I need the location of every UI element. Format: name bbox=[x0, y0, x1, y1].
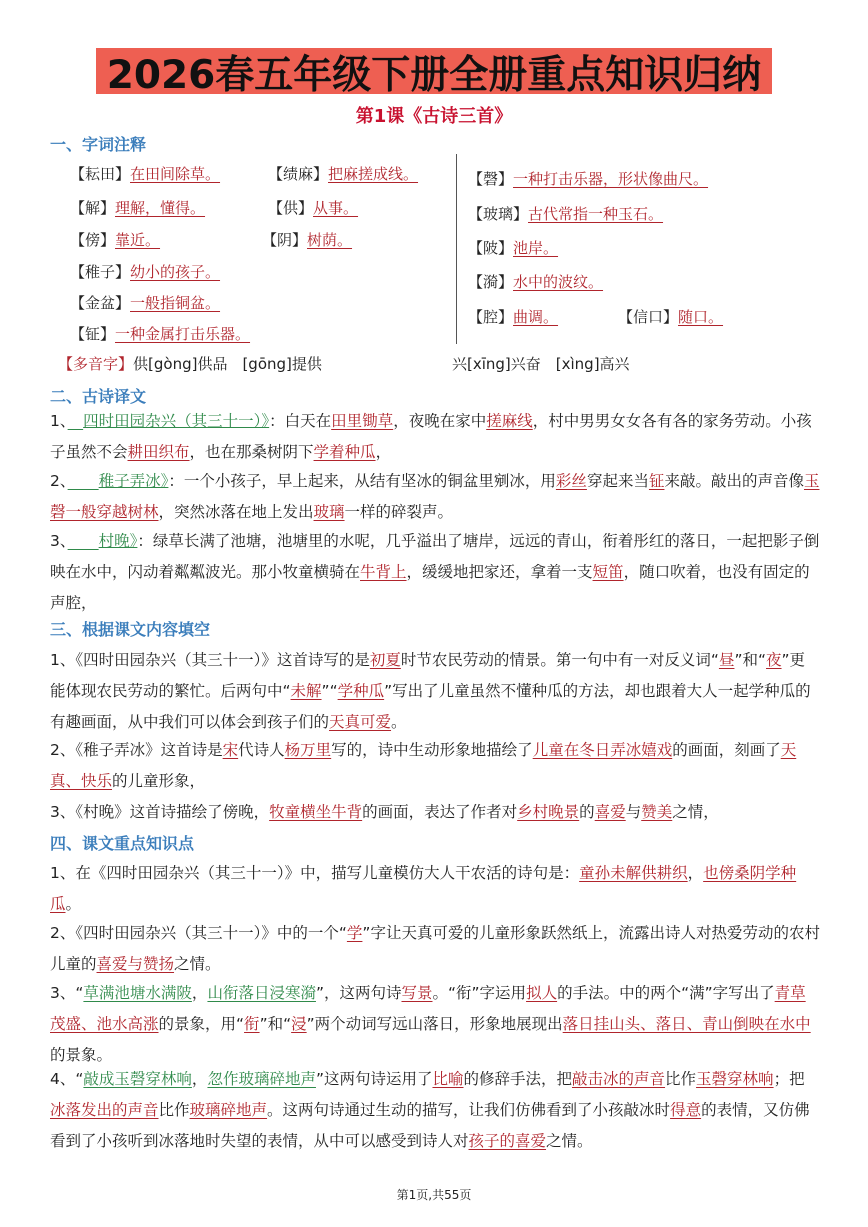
fill-item: 3、《村晚》这首诗描绘了傍晚，牧童横坐牛背的画面，表达了作者对乡村晚景的喜爱与赞美之情， bbox=[50, 803, 719, 821]
vocab-item: 【信口】随口。 bbox=[618, 308, 724, 326]
vocab-item: 【金盆】一般指铜盆。 bbox=[70, 294, 221, 312]
section-heading-fill: 三、根据课文内容填空 bbox=[50, 620, 211, 639]
section-heading-translation: 二、古诗译文 bbox=[50, 387, 147, 406]
vocab-item: 【陂】池岸。 bbox=[468, 239, 559, 257]
vocab-item: 【供】从事。 bbox=[268, 199, 359, 217]
vocab-item: 【稚子】幼小的孩子。 bbox=[70, 263, 221, 281]
key-point-item: 3、“草满池塘水满陂，山衔落日浸寒漪”，这两句诗写景。“衔”字运用拟人的手法。中的两个“满”字写出了青草茂盛、池水高涨的景象，用“衔”和“浸”两个动词写远山落日，形象地展现出落日挂山头、落日、青山倒映在水中的景象。 bbox=[50, 984, 811, 1064]
vocab-item: 【解】理解，懂得。 bbox=[70, 199, 206, 217]
vocab-item: 【阴】树荫。 bbox=[262, 231, 353, 249]
translation-item: 3、 村晚》：绿草长满了池塘，池塘里的水呢，几乎溢出了塘岸，远远的青山，衔着彤红的落日，一起把影子倒映在水中，闪动着粼粼波光。那小牧童横骑在牛背上，缓缓地把家还，拿着一支短笛，随口吹着，也没有固定的声腔， bbox=[50, 532, 820, 612]
section-heading-vocab: 一、字词注释 bbox=[50, 135, 147, 154]
key-point-item: 2、《四时田园杂兴（其三十一）》中的一个“学”字让天真可爱的儿童形象跃然纸上，流露出诗人对热爱劳动的农村儿童的喜爱与赞扬之情。 bbox=[50, 924, 820, 973]
vocab-item: 【钲】一种金属打击乐器。 bbox=[70, 325, 251, 343]
section-heading-key-points: 四、课文重点知识点 bbox=[50, 834, 195, 853]
key-point-item: 1、在《四时田园杂兴（其三十一）》中，描写儿童模仿大人干农活的诗句是：童孙未解供耕织，也傍桑阴学种瓜。 bbox=[50, 864, 797, 913]
fill-item: 1、《四时田园杂兴（其三十一）》这首诗写的是初夏时节农民劳动的情景。第一句中有一对反义词“昼”和“夜”更能体现农民劳动的繁忙。后两句中“未解”“学种瓜”写出了儿童虽然不懂种瓜的方法，却也跟着大人一起学种瓜的有趣画面，从中我们可以体会到孩子们的天真可爱。 bbox=[50, 651, 811, 731]
vocab-item: 【耘田】在田间除草。 bbox=[70, 165, 221, 183]
vocab-item: 【玻璃】古代常指一种玉石。 bbox=[468, 205, 664, 223]
vocab-item: 【腔】曲调。 bbox=[468, 308, 559, 326]
fill-item: 2、《稚子弄冰》这首诗是宋代诗人杨万里写的，诗中生动形象地描绘了儿童在冬日弄冰嬉戏的画面，刻画了天真、快乐的儿童形象， bbox=[50, 741, 797, 790]
key-point-item: 4、“敲成玉磬穿林响，忽作玻璃碎地声”这两句诗运用了比喻的修辞手法，把敲击冰的声音比作玉磬穿林响；把冰落发出的声音比作玻璃碎地声。这两句诗通过生动的描写，让我们仿佛看到了小孩敲冰时得意的表情，又仿佛看到了小孩听到冰落地时失望的表情，从中可以感受到诗人对孩子的喜爱之情。 bbox=[50, 1070, 810, 1150]
page-title: 2026春五年级下册全册重点知识归纳 bbox=[106, 53, 762, 98]
lesson-title: 第1课《古诗三首》 bbox=[355, 106, 513, 127]
page-footer: 第1页,共55页 bbox=[396, 1188, 472, 1202]
vocab-item: 【绩麻】把麻搓成线。 bbox=[268, 165, 419, 183]
polyphone-row-2: 兴[xīng]兴奋 [xìng]高兴 bbox=[452, 355, 630, 373]
vocab-item: 【漪】水中的波纹。 bbox=[468, 273, 604, 291]
vocab-item: 【磬】一种打击乐器，形状像曲尺。 bbox=[468, 170, 709, 188]
translation-item: 2、 稚子弄冰》：一个小孩子，早上起来，从结有坚冰的铜盆里剜冰，用彩丝穿起来当钲来敲。敲出的声音像玉磬一般穿越树林，突然冰落在地上发出玻璃一样的碎裂声。 bbox=[50, 472, 820, 521]
vocab-item: 【傍】靠近。 bbox=[70, 231, 161, 249]
column-divider bbox=[456, 154, 457, 344]
translation-item: 1、 四时田园杂兴（其三十一）》：白天在田里锄草，夜晚在家中搓麻线，村中男男女女各有各的家务劳动。小孩子虽然不会耕田织布，也在那桑树阴下学着种瓜， bbox=[50, 412, 812, 461]
polyphone-row: 【多音字】供[gòng]供品 [gōng]提供 bbox=[58, 355, 322, 373]
